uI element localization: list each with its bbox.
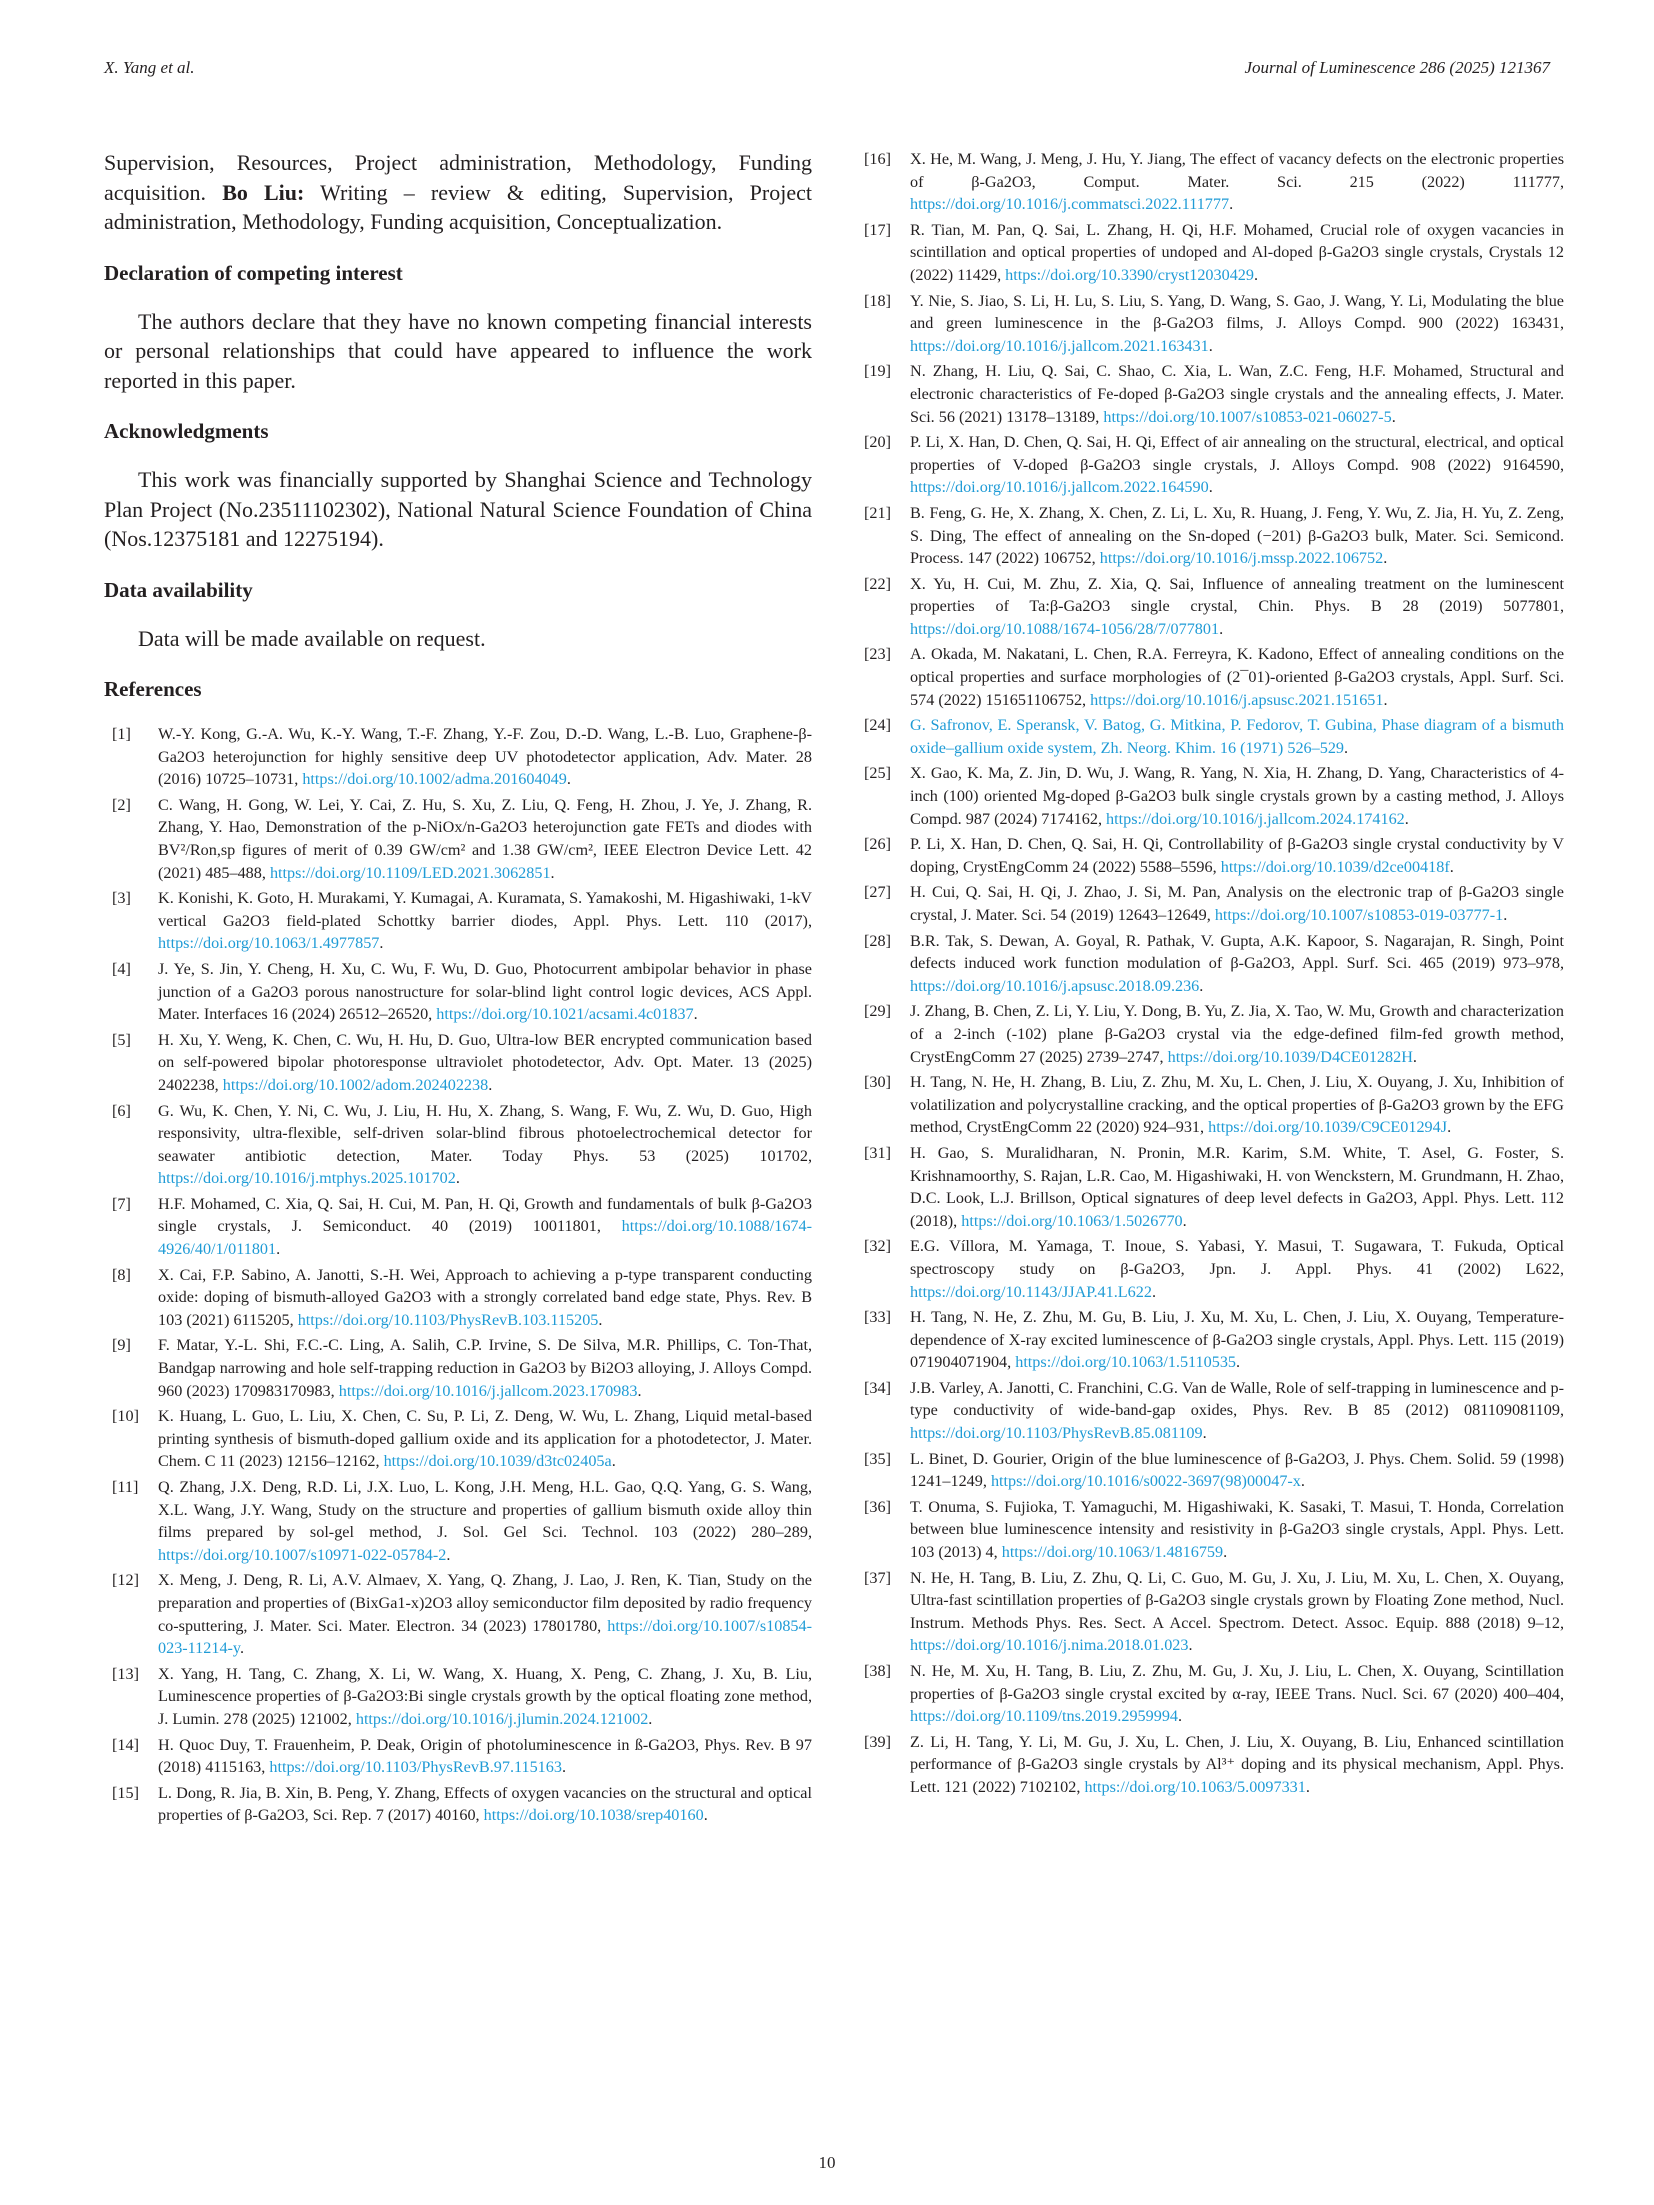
reference-end: . — [1182, 1211, 1187, 1230]
reference-text: J. Ye, S. Jin, Y. Cheng, H. Xu, C. Wu, F. Wu, D. Guo, Photocurrent ambipolar behavior in phase junction of a Ga2O3 porous nanostructure for solar-blind light control logic devices, ACS Appl. Mater. Interfaces 16 (2024) 26512–26520, — [158, 959, 812, 1024]
reference-item — [864, 1567, 1564, 1657]
reference-doi-link[interactable]: G. Safronov, E. Speransk, V. Batog, G. Mitkina, P. Fedorov, T. Gubina, Phase diagram of a bismuth oxide–gallium oxide system, Zh. Neorg. Khim. 16 (1971) 526–529 — [910, 716, 1564, 757]
reference-text: N. Zhang, H. Liu, Q. Sai, C. Shao, C. Xia, L. Wan, Z.C. Feng, H.F. Mohamed, Structural and electronic characteristics of Fe-doped β-Ga2O3 single crystals and the annealing effects, J. Mater. Sci. 56 (2021) 13178–13189, — [910, 362, 1564, 426]
left-column — [104, 148, 812, 1830]
reference-end: . — [1202, 1424, 1207, 1443]
reference-item — [864, 881, 1564, 926]
reference-doi-link[interactable]: https://doi.org/10.1063/1.4816759 — [1001, 1543, 1224, 1562]
reference-item — [864, 360, 1564, 428]
reference-end: . — [1208, 478, 1213, 497]
reference-number: [26] — [864, 835, 891, 854]
reference-end: . — [1383, 549, 1388, 568]
reference-number: [12] — [112, 1571, 139, 1590]
reference-number: [38] — [864, 1662, 891, 1680]
acknowledgments-heading: Acknowledgments — [104, 419, 269, 443]
reference-doi-link[interactable]: https://doi.org/10.1016/j.mssp.2022.106752 — [1099, 549, 1384, 568]
reference-text: L. Binet, D. Gourier, Origin of the blue luminescence of β-Ga2O3, J. Phys. Chem. Solid. 59 (1998) 1241–1249, — [910, 1449, 1564, 1491]
reference-item — [112, 1569, 812, 1659]
reference-doi-link[interactable]: https://doi.org/10.1088/1674-4926/40/1/011801 — [158, 1217, 812, 1259]
reference-end: . — [1447, 1118, 1452, 1137]
reference-number: [21] — [864, 503, 891, 522]
reference-end: . — [1208, 336, 1213, 355]
right-column — [864, 148, 1564, 1802]
reference-end: . — [1449, 857, 1454, 876]
reference-item — [112, 1334, 812, 1402]
running-header-authors: X. Yang et al. — [104, 58, 195, 77]
reference-number: [35] — [864, 1449, 891, 1468]
reference-item — [864, 1377, 1564, 1445]
reference-doi-link[interactable]: https://doi.org/10.1103/PhysRevB.103.115205 — [297, 1310, 599, 1329]
reference-end: . — [550, 863, 555, 882]
reference-end: . — [1236, 1353, 1241, 1372]
reference-text: Y. Nie, S. Jiao, S. Li, H. Lu, S. Liu, S. Yang, D. Wang, S. Gao, J. Wang, Y. Li, Modulating the blue and green luminescence in the β-Ga2O3 films, J. Alloys Compd. 900 (2022) 163431, — [910, 291, 1564, 333]
reference-number: [17] — [864, 220, 891, 239]
credit-text-a: Supervision, Resources, Project administration, Methodology, Funding acquisition. — [104, 150, 812, 205]
credit-author-name: Bo Liu: — [222, 179, 305, 205]
reference-end: . — [566, 770, 571, 789]
reference-text: J.B. Varley, A. Janotti, C. Franchini, C.G. Van de Walle, Role of self-trapping in luminescence and p-type conductivity of wide-band-gap oxides, Phys. Rev. B 85 (2012) 081109081109, — [910, 1378, 1565, 1420]
reference-text: H. Xu, Y. Weng, K. Chen, C. Wu, H. Hu, D. Guo, Ultra-low BER encrypted communication based on self-powered bipolar photoresponse ultraviolet photodetector, Adv. Opt. Mater. 13 (2025) 2402238, — [158, 1030, 812, 1094]
reference-number: [6] — [112, 1101, 131, 1120]
reference-item — [864, 714, 1564, 759]
competing-interest-heading: Declaration of competing interest — [104, 260, 403, 285]
reference-text: X. Gao, K. Ma, Z. Jin, D. Wu, J. Wang, R. Yang, N. Xia, H. Zhang, D. Yang, Characteristics of 4-inch (100) oriented Mg-doped β-Ga2O3 bulk single crystals grown by a casting method, J. Alloys Compd. 987 (2024) 7174162, — [910, 764, 1564, 828]
reference-list-left — [104, 723, 812, 1827]
reference-text: Z. Li, H. Tang, Y. Li, M. Gu, J. Xu, L. Chen, J. Liu, X. Ouyang, B. Liu, Enhanced scintillation performance of β-Ga2O3 single crystals by Al³⁺ doping and its physical mechanism, Appl. Phys. Lett. 121 (2022) 7102102, — [910, 1732, 1564, 1796]
reference-end: . — [1383, 690, 1388, 709]
reference-number: [14] — [112, 1735, 139, 1754]
reference-text: K. Huang, L. Guo, L. Liu, X. Chen, C. Su, P. Li, Z. Deng, W. Wu, L. Zhang, Liquid metal-based printing synthesis of bismuth-doped gallium oxide and its application for a photodetector, J. Mater. Chem. C 11 (2023) 12156–12162, — [158, 1407, 812, 1471]
reference-doi-link[interactable]: https://doi.org/10.1103/PhysRevB.85.081109 — [910, 1424, 1203, 1443]
reference-number: [16] — [864, 150, 891, 168]
reference-number: [23] — [864, 645, 891, 664]
reference-doi-link[interactable]: https://doi.org/10.1021/acsami.4c01837 — [436, 1005, 694, 1024]
reference-number: [5] — [112, 1030, 131, 1049]
reference-text: Q. Zhang, J.X. Deng, R.D. Li, J.X. Luo, L. Kong, J.H. Meng, H.L. Gao, Q.Q. Yang, G. S. Wang, X.L. Wang, J.Y. Wang, Study on the structure and properties of gallium bismuth oxide alloy thin films prepared by sol-gel method, J. Sol. Gel Sci. Technol. 103 (2022) 280–289, — [158, 1478, 812, 1542]
reference-item — [112, 958, 812, 1026]
reference-text: H. Cui, Q. Sai, H. Qi, J. Zhao, J. Si, M. Pan, Analysis on the electronic trap of β-Ga2O3 single crystal, J. Mater. Sci. 54 (2019) 12643–12649, — [910, 883, 1564, 924]
reference-number: [8] — [112, 1265, 131, 1284]
reference-text: P. Li, X. Han, D. Chen, Q. Sai, H. Qi, Controllability of β-Ga2O3 single crystal conductivity by V doping, CrystEngComm 24 (2022) 5588–5596, — [910, 835, 1564, 876]
reference-doi-link[interactable]: https://doi.org/10.1016/j.nima.2018.01.023 — [910, 1636, 1189, 1655]
reference-doi-link[interactable]: https://doi.org/10.1016/j.jallcom.2023.170983 — [338, 1381, 638, 1400]
reference-doi-link[interactable]: https://doi.org/10.1007/s10853-019-03777-1 — [1214, 906, 1504, 924]
reference-text: N. He, M. Xu, H. Tang, B. Liu, Z. Zhu, M. Gu, J. Xu, J. Liu, L. Chen, X. Ouyang, Scintillation properties of β-Ga2O3 single crystal excited by α-ray, IEEE Trans. Nucl. Sci. 67 (2020) 400–404, — [910, 1662, 1564, 1703]
reference-doi-link[interactable]: https://doi.org/10.1002/adom.202402238 — [222, 1075, 489, 1094]
reference-text: K. Konishi, K. Goto, H. Murakami, Y. Kumagai, A. Kuramata, S. Yamakoshi, M. Higashiwaki, 1-kV vertical Ga2O3 field-plated Schottky barrier diodes, Appl. Phys. Lett. 110 (2017), — [158, 889, 812, 930]
reference-item — [864, 762, 1564, 830]
reference-end: . — [1404, 809, 1409, 828]
reference-text: P. Li, X. Han, D. Chen, Q. Sai, H. Qi, Effect of air annealing on the structural, electrical, and optical properties of V-doped β-Ga2O3 single crystals, J. Alloys Compd. 908 (2022) 9164590, — [910, 433, 1564, 474]
reference-item — [864, 1496, 1564, 1564]
reference-end: . — [1223, 1543, 1228, 1562]
reference-item — [864, 1306, 1564, 1374]
reference-doi-link[interactable]: https://doi.org/10.1007/s10971-022-05784-2 — [158, 1545, 447, 1564]
reference-item — [864, 1235, 1564, 1303]
reference-doi-link[interactable]: https://doi.org/10.1007/s10853-021-06027-5 — [1103, 407, 1392, 426]
reference-item — [864, 1000, 1564, 1068]
reference-number: [20] — [864, 433, 891, 452]
reference-end: . — [598, 1310, 603, 1329]
reference-end: . — [1151, 1282, 1156, 1301]
reference-text: R. Tian, M. Pan, Q. Sai, L. Zhang, H. Qi, H.F. Mohamed, Crucial role of oxygen vacancies in scintillation and optical properties of undoped and Al-doped β-Ga2O3 single crystals, Crystals 12 (2022) 11429, — [910, 220, 1564, 284]
reference-number: [31] — [864, 1143, 891, 1162]
reference-text: X. Yang, H. Tang, C. Zhang, X. Li, W. Wang, X. Huang, X. Peng, C. Zhang, J. Xu, B. Liu, Luminescence properties of β-Ga2O3:Bi single crystals growth by the optical floating zone method, J. Lumin. 278 (2025) 121002, — [158, 1664, 812, 1728]
reference-number: [11] — [112, 1478, 139, 1496]
reference-item — [112, 1100, 812, 1190]
reference-doi-link[interactable]: https://doi.org/10.1016/j.apsusc.2021.151651 — [1090, 690, 1384, 709]
reference-text: A. Okada, M. Nakatani, L. Chen, R.A. Ferreyra, K. Kadono, Effect of annealing conditions on the optical properties and surface morphologies of (2¯01)-oriented β-Ga2O3 crystals, Appl. Surf. Sci. 574 (2022) 151651106752, — [910, 645, 1564, 709]
reference-doi-link[interactable]: https://doi.org/10.1016/j.commatsci.2022.111777 — [910, 195, 1230, 214]
reference-number: [9] — [112, 1336, 131, 1355]
reference-number: [24] — [864, 716, 891, 735]
reference-number: [19] — [864, 362, 891, 381]
reference-number: [18] — [864, 291, 891, 310]
reference-item — [864, 1731, 1564, 1799]
reference-number: [10] — [112, 1407, 139, 1426]
reference-text: H. Quoc Duy, T. Frauenheim, P. Deak, Origin of photoluminescence in ß-Ga2O3, Phys. Rev. B 97 (2018) 4115163, — [158, 1735, 812, 1777]
reference-number: [32] — [864, 1237, 891, 1256]
data-availability-text: Data will be made available on request. — [138, 625, 486, 651]
reference-item — [864, 643, 1564, 711]
reference-text: H. Tang, N. He, Z. Zhu, M. Gu, B. Liu, J. Xu, M. Xu, L. Chen, J. Liu, X. Ouyang, Temperature-dependence of X-ray excited luminescence of β-Ga2O3 single crystals, Appl. Phys. Lett. 115 (2019) 071904071904, — [910, 1308, 1564, 1372]
reference-number: [13] — [112, 1664, 139, 1683]
reference-end: . — [1344, 738, 1349, 757]
reference-number: [29] — [864, 1002, 891, 1021]
reference-text: C. Wang, H. Gong, W. Lei, Y. Cai, Z. Hu, S. Xu, Z. Liu, Q. Feng, H. Zhou, J. Ye, J. Zhang, R. Zhang, Y. Hao, Demonstration of the p-NiOx/n-Ga2O3 heterojunction gate FETs and diodes with BV²/Ron,sp figures of merit of 0.39 GW/cm² and 1.38 GW/cm², IEEE Electron Device Lett. 42 (2021) 485–488, — [158, 795, 812, 882]
reference-doi-link[interactable]: https://doi.org/10.1063/1.5110535 — [1015, 1353, 1237, 1372]
reference-doi-link[interactable]: https://doi.org/10.1016/j.jlumin.2024.121002 — [355, 1709, 649, 1728]
reference-text: X. Yu, H. Cui, M. Zhu, Z. Xia, Q. Sai, Influence of annealing treatment on the luminescent properties of Ta:β-Ga2O3 single crystal, Chin. Phys. B 28 (2019) 5077801, — [910, 574, 1564, 616]
reference-item — [864, 290, 1564, 358]
reference-end: . — [1305, 1777, 1310, 1796]
reference-doi-link[interactable]: https://doi.org/10.1016/s0022-3697(98)00047-x — [990, 1472, 1301, 1491]
reference-text: X. He, M. Wang, J. Meng, J. Hu, Y. Jiang, The effect of vacancy defects on the electronic properties of β-Ga2O3, Comput. Mater. Sci. 215 (2022) 111777, — [910, 150, 1564, 191]
reference-text: W.-Y. Kong, G.-A. Wu, K.-Y. Wang, T.-F. Zhang, Y.-F. Zou, D.-D. Wang, L.-B. Luo, Graphene-β-Ga2O3 heterojunction for highly sensitive deep UV photodetector application, Adv. Mater. 28 (2016) 10725–10731, — [158, 725, 812, 789]
reference-item — [112, 1476, 812, 1566]
reference-number: [39] — [864, 1732, 891, 1751]
reference-item — [864, 148, 1564, 216]
reference-number: [1] — [112, 725, 131, 743]
reference-text: B.R. Tak, S. Dewan, A. Goyal, R. Pathak, V. Gupta, A.K. Kapoor, S. Nagarajan, R. Singh, Point defects induced work function modulation of β-Ga2O3, Appl. Surf. Sci. 465 (2019) 973–978, — [910, 931, 1564, 973]
reference-end: . — [1300, 1472, 1305, 1491]
reference-number: [33] — [864, 1308, 891, 1327]
reference-number: [3] — [112, 889, 131, 908]
reference-end: . — [561, 1758, 567, 1777]
reference-end: . — [1199, 976, 1204, 995]
reference-end: . — [1219, 619, 1224, 638]
reference-item — [864, 1071, 1564, 1139]
reference-end: . — [1178, 1707, 1183, 1726]
reference-doi-link[interactable]: https://doi.org/10.1016/j.jallcom.2022.164590 — [910, 478, 1209, 497]
credit-statement — [104, 148, 812, 237]
reference-item — [864, 502, 1564, 570]
reference-text: N. He, H. Tang, B. Liu, Z. Zhu, Q. Li, C. Guo, M. Gu, J. Xu, J. Liu, M. Xu, L. Chen, X. Ouyang, Ultra-fast scintillation properties of β-Ga2O3 single crystals grown by Floating Zone method, Nucl. Instrum. Methods Phys. Res. Sect. A Accel. Spectrom. Detect. Assoc. Equip. 888 (2018) 9–12, — [910, 1568, 1564, 1632]
reference-end: . — [693, 1005, 698, 1024]
reference-item — [112, 887, 812, 955]
reference-doi-link[interactable]: https://doi.org/10.1002/adma.201604049 — [302, 770, 567, 789]
reference-item — [112, 1405, 812, 1473]
reference-item — [864, 1448, 1564, 1493]
reference-doi-link[interactable]: https://doi.org/10.1039/C9CE01294J — [1208, 1118, 1448, 1137]
reference-doi-link[interactable]: https://doi.org/10.1103/PhysRevB.97.115163 — [269, 1758, 562, 1777]
reference-item — [864, 1660, 1564, 1728]
reference-text: H.F. Mohamed, C. Xia, Q. Sai, H. Cui, M. Pan, H. Qi, Growth and fundamentals of bulk β-Ga2O3 single crystals, J. Semiconduct. 40 (2019) 10011801, — [158, 1194, 812, 1236]
reference-doi-link[interactable]: https://doi.org/10.1007/s10854-023-11214-y — [158, 1616, 812, 1658]
reference-end: . — [611, 1452, 616, 1471]
reference-doi-link[interactable]: https://doi.org/10.1039/d3tc02405a — [383, 1452, 612, 1471]
reference-end: . — [446, 1545, 451, 1564]
reference-end: . — [488, 1075, 493, 1094]
reference-item — [864, 1142, 1564, 1232]
reference-number: [30] — [864, 1073, 891, 1092]
reference-doi-link[interactable]: https://doi.org/10.3390/cryst12030429 — [1005, 265, 1254, 284]
reference-number: [15] — [112, 1783, 139, 1802]
reference-item — [864, 930, 1564, 998]
reference-text: H. Gao, S. Muralidharan, N. Pronin, M.R. Karim, S.M. White, T. Asel, G. Foster, S. Krishnamoorthy, S. Rajan, L.R. Cao, M. Higashiwaki, H. von Wenckstern, M. Grundmann, H. Zhao, D.C. Look, L.J. Brillson, Optical signatures of deep level defects in Ga2O3, Appl. Phys. Lett. 112 (2018), — [910, 1143, 1564, 1230]
reference-number: [27] — [864, 883, 891, 902]
reference-number: [28] — [864, 931, 891, 950]
reference-item — [112, 1782, 812, 1827]
reference-item — [864, 219, 1564, 287]
reference-number: [25] — [864, 764, 891, 783]
acknowledgments-text: This work was financially supported by Shanghai Science and Technology Plan Project (No.23511102302), National Natural Science Foundation of China (Nos.12375181 and 12275194). — [104, 467, 812, 551]
reference-text: F. Matar, Y.-L. Shi, F.C.-C. Ling, A. Salih, C.P. Irvine, S. De Silva, M.R. Phillips, C. Ton-That, Bandgap narrowing and hole self-trapping reduction in Ga2O3 by Bi2O3 alloying, J. Alloys Compd. 960 (2023) 170983170983, — [158, 1336, 812, 1400]
reference-end: . — [1229, 195, 1234, 214]
reference-end: . — [1188, 1636, 1193, 1655]
reference-doi-link[interactable]: https://doi.org/10.1016/j.jallcom.2021.163431 — [910, 336, 1209, 355]
reference-doi-link[interactable]: https://doi.org/10.1088/1674-1056/28/7/077801 — [910, 619, 1220, 638]
reference-list-right — [864, 148, 1564, 1799]
reference-item — [112, 1193, 812, 1261]
reference-text: X. Meng, J. Deng, R. Li, A.V. Almaev, X. Yang, Q. Zhang, J. Lao, J. Ren, K. Tian, Study on the preparation and properties of (BixGa1-x)2O3 alloy semiconductor film deposited by radio frequency co-sputtering, J. Mater. Sci. Mater. Electron. 34 (2023) 17801780, — [158, 1571, 812, 1635]
data-availability-heading: Data availability — [104, 577, 253, 602]
reference-number: [37] — [864, 1568, 891, 1587]
reference-end: . — [1503, 906, 1508, 924]
reference-doi-link[interactable]: https://doi.org/10.1063/1.5026770 — [961, 1211, 1183, 1230]
reference-number: [36] — [864, 1497, 891, 1516]
reference-item — [864, 431, 1564, 499]
reference-item — [112, 1029, 812, 1097]
reference-end: . — [379, 934, 384, 953]
reference-item — [112, 1663, 812, 1731]
reference-doi-link[interactable]: https://doi.org/10.1109/LED.2021.3062851 — [269, 863, 551, 882]
reference-text: T. Onuma, S. Fujioka, T. Yamaguchi, M. Higashiwaki, K. Sasaki, T. Masui, T. Honda, Correlation between blue luminescence intensity and resistivity in β-Ga2O3 single crystals, Appl. Phys. Lett. 103 (2013) 4, — [910, 1497, 1564, 1562]
reference-item — [112, 1264, 812, 1332]
reference-text: L. Dong, R. Jia, B. Xin, B. Peng, Y. Zhang, Effects of oxygen vacancies on the structural and optical properties of β-Ga2O3, Sci. Rep. 7 (2017) 40160, — [158, 1783, 812, 1825]
reference-text: G. Wu, K. Chen, Y. Ni, C. Wu, J. Liu, H. Hu, X. Zhang, S. Wang, F. Wu, Z. Wu, D. Guo, High responsivity, ultra-flexible, self-driven solar-blind fibrous photoelectrochemical detector for seawater antibiotic detection, Mater. Today Phys. 53 (2025) 101702, — [158, 1101, 812, 1165]
reference-end: . — [239, 1639, 245, 1658]
reference-text: B. Feng, G. He, X. Zhang, X. Chen, Z. Li, L. Xu, R. Huang, J. Feng, Y. Wu, Z. Jia, H. Yu, Z. Zeng, S. Ding, The effect of annealing on the Sn-doped (−201) β-Ga2O3 bulk, Mater. Sci. Semicond. Process. 147 (2022) 106752, — [910, 503, 1564, 568]
reference-doi-link[interactable]: https://doi.org/10.1016/j.jallcom.2024.174162 — [1106, 809, 1405, 828]
reference-doi-link[interactable]: https://doi.org/10.1016/j.mtphys.2025.101702 — [158, 1169, 456, 1188]
reference-text: E.G. Víllora, M. Yamaga, T. Inoue, S. Yabasi, Y. Masui, T. Sugawara, T. Fukuda, Optical spectroscopy study on β-Ga2O3, Jpn. J. Appl. Phys. 41 (2002) L622, — [910, 1237, 1564, 1278]
reference-number: [34] — [864, 1378, 891, 1397]
reference-doi-link[interactable]: https://doi.org/10.1143/JJAP.41.L622 — [910, 1282, 1152, 1301]
credit-text-b: Writing – review & editing, Supervision, Project administration, Methodology, Funding acquisition, Conceptualization. — [104, 179, 812, 234]
reference-number: [7] — [112, 1194, 131, 1213]
reference-end: . — [1412, 1047, 1417, 1066]
reference-number: [4] — [112, 959, 131, 978]
reference-end: . — [1253, 265, 1259, 284]
competing-interest-text: The authors declare that they have no known competing financial interests or personal relationships that could have appeared to influence the work reported in this paper. — [104, 308, 812, 393]
reference-text: J. Zhang, B. Chen, Z. Li, Y. Liu, Y. Dong, B. Yu, Z. Jia, X. Tao, W. Mu, Growth and characterization of a 2-inch (-102) plane β-Ga2O3 crystal via the edge-defined film-fed growth method, CrystEngComm 27 (2025) 2739–2747, — [910, 1002, 1564, 1066]
reference-doi-link[interactable]: https://doi.org/10.1038/srep40160 — [483, 1806, 704, 1825]
reference-item — [864, 573, 1564, 641]
reference-end: . — [648, 1709, 653, 1728]
reference-end: . — [637, 1381, 642, 1400]
running-header-journal: Journal of Luminescence 286 (2025) 121367 — [1244, 58, 1550, 77]
reference-doi-link[interactable]: https://doi.org/10.1039/d2ce00418f — [1220, 857, 1450, 876]
reference-end: . — [1391, 407, 1396, 426]
reference-end: . — [455, 1169, 460, 1188]
reference-number: [22] — [864, 574, 891, 593]
page-number: 10 — [818, 2153, 836, 2172]
reference-item — [112, 794, 812, 884]
reference-item — [864, 833, 1564, 878]
reference-end: . — [703, 1806, 708, 1825]
reference-item — [112, 723, 812, 791]
reference-item — [112, 1734, 812, 1779]
reference-doi-link[interactable]: https://doi.org/10.1109/tns.2019.2959994 — [910, 1707, 1179, 1726]
reference-doi-link[interactable]: https://doi.org/10.1016/j.apsusc.2018.09.236 — [910, 976, 1200, 995]
reference-end: . — [276, 1240, 281, 1259]
reference-text: X. Cai, F.P. Sabino, A. Janotti, S.-H. Wei, Approach to achieving a p-type transparent conducting oxide: doping of bismuth-alloyed Ga2O3 with a strongly correlated band edge state, Phys. Rev. B 103 (2021) 6115205, — [158, 1265, 812, 1329]
reference-doi-link[interactable]: https://doi.org/10.1063/1.4977857 — [158, 934, 380, 953]
reference-doi-link[interactable]: https://doi.org/10.1039/D4CE01282H — [1167, 1047, 1413, 1066]
reference-doi-link[interactable]: https://doi.org/10.1063/5.0097331 — [1084, 1777, 1306, 1796]
reference-number: [2] — [112, 795, 131, 814]
references-heading: References — [104, 677, 202, 701]
reference-text: H. Tang, N. He, H. Zhang, B. Liu, Z. Zhu, M. Xu, L. Chen, J. Liu, X. Ouyang, J. Xu, Inhibition of volatilization and polycrystalline cracking, and the optical properties of β-Ga2O3 grown by the EFG method, CrystEngComm 22 (2020) 924–931, — [910, 1073, 1564, 1137]
